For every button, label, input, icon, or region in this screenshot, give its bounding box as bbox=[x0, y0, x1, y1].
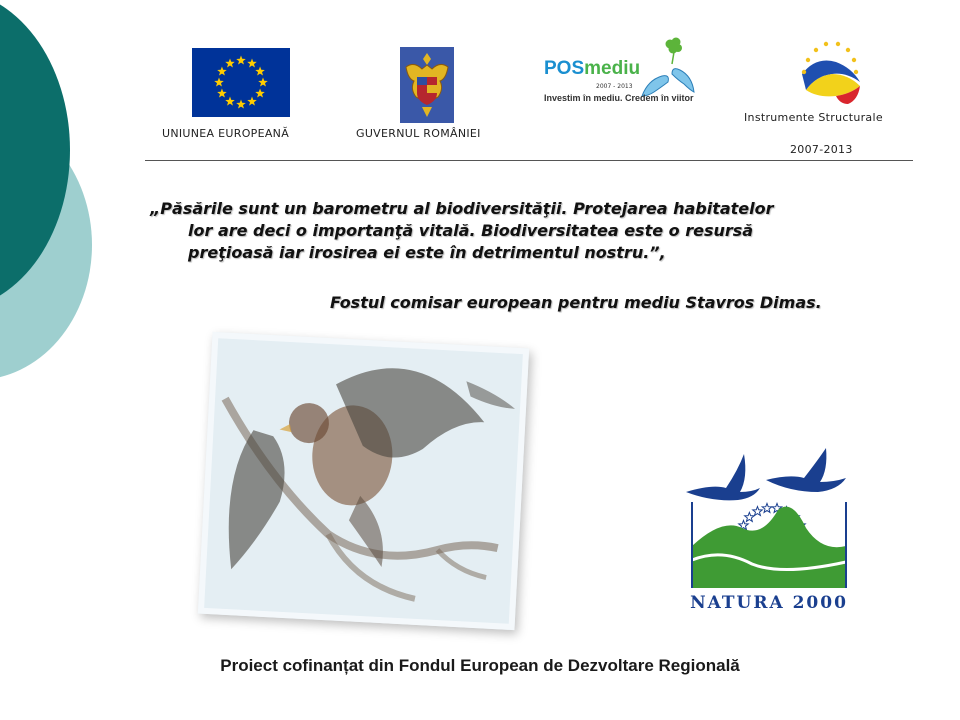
posmediu-slogan: Investim în mediu. Credem în viitor bbox=[544, 93, 694, 103]
eu-flag-logo bbox=[192, 48, 290, 121]
posmediu-years: 2007 - 2013 bbox=[596, 83, 633, 90]
instrumente-structurale-logo bbox=[796, 38, 866, 110]
gov-caption: GUVERNUL ROMÂNIEI bbox=[356, 127, 481, 140]
footer-text: Proiect cofinanțat din Fondul European de Dezvoltare Regională bbox=[220, 656, 740, 675]
natura-label: NATURA 2000 bbox=[690, 593, 848, 613]
structural-years: 2007-2013 bbox=[790, 143, 853, 156]
quote-block bbox=[150, 198, 880, 264]
quote-line-2: lor are deci o importanţă vitală. Biodiversitatea este o resursă bbox=[188, 221, 754, 240]
header-divider bbox=[145, 160, 913, 161]
posmediu-logo bbox=[544, 36, 704, 108]
quote-line-1: „Păsările sunt un barometru al biodiversităţii. Protejarea habitatelor bbox=[150, 199, 774, 218]
natura-2000-logo bbox=[682, 448, 860, 618]
quote-line-3: preţioasă iar irosirea ei este în detrimentul nostru.”, bbox=[188, 243, 666, 262]
posmediu-brand-pos: POS bbox=[544, 58, 585, 79]
structural-caption: Instrumente Structurale bbox=[744, 111, 883, 124]
quote-author: Fostul comisar european pentru mediu Stavros Dimas. bbox=[330, 293, 822, 312]
romania-coat-of-arms-logo bbox=[400, 47, 454, 127]
eu-caption: UNIUNEA EUROPEANĂ bbox=[162, 127, 290, 140]
posmediu-brand-mediu: mediu bbox=[584, 58, 641, 79]
kestrel-photo bbox=[198, 332, 529, 630]
kestrel-illustration bbox=[204, 338, 523, 624]
